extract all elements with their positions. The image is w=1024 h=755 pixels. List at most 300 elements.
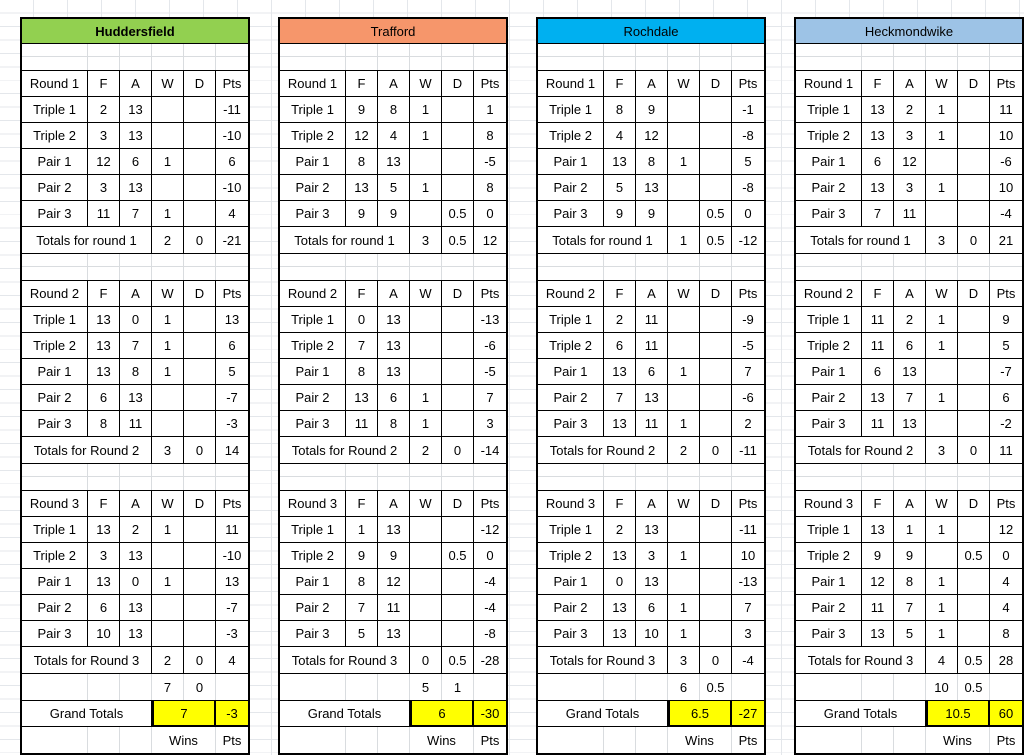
totals-label-cell[interactable]: Totals for round 1: [280, 227, 410, 254]
cell-d[interactable]: [958, 569, 990, 595]
col-header-pts[interactable]: Pts: [732, 281, 764, 307]
cell-pts[interactable]: -11: [216, 97, 248, 123]
cell-a[interactable]: 11: [378, 595, 410, 621]
cell-a[interactable]: 11: [894, 201, 926, 227]
cell-f[interactable]: 10: [88, 621, 120, 647]
cell-a[interactable]: 13: [378, 307, 410, 333]
cell-a[interactable]: 10: [636, 621, 668, 647]
cell-w[interactable]: [152, 385, 184, 411]
cell-f[interactable]: 2: [88, 97, 120, 123]
cell-f[interactable]: 5: [346, 621, 378, 647]
col-header-a[interactable]: A: [120, 281, 152, 307]
cell-label[interactable]: Triple 1: [280, 307, 346, 333]
cell-a[interactable]: 13: [120, 175, 152, 201]
cell-a[interactable]: 12: [378, 569, 410, 595]
cell-f[interactable]: 13: [88, 307, 120, 333]
col-header-w[interactable]: W: [410, 281, 442, 307]
cell-label[interactable]: Pair 2: [22, 595, 88, 621]
totals-w-cell[interactable]: 3: [410, 227, 442, 254]
cell-d[interactable]: [442, 595, 474, 621]
col-header-f[interactable]: F: [346, 281, 378, 307]
cell-d[interactable]: [184, 333, 216, 359]
cell-f[interactable]: 11: [346, 411, 378, 437]
col-header-a[interactable]: A: [894, 491, 926, 517]
totals-pts-cell[interactable]: -21: [216, 227, 248, 254]
cell-label[interactable]: Triple 2: [280, 543, 346, 569]
cell-f[interactable]: 0: [346, 307, 378, 333]
carry-wins-cell[interactable]: 5: [410, 674, 442, 700]
cell-a[interactable]: 9: [636, 201, 668, 227]
col-header-d[interactable]: D: [184, 71, 216, 97]
col-header-f[interactable]: F: [604, 281, 636, 307]
cell-pts[interactable]: 13: [216, 569, 248, 595]
cell-w[interactable]: [410, 621, 442, 647]
cell-w[interactable]: 1: [926, 569, 958, 595]
totals-label-cell[interactable]: Totals for Round 2: [280, 437, 410, 464]
cell-label[interactable]: Pair 3: [280, 411, 346, 437]
totals-w-cell[interactable]: 2: [410, 437, 442, 464]
grand-pts-cell[interactable]: -27: [732, 700, 764, 727]
cell-pts[interactable]: -3: [216, 621, 248, 647]
totals-w-cell[interactable]: 1: [668, 227, 700, 254]
cell-w[interactable]: [152, 97, 184, 123]
cell-d[interactable]: [700, 385, 732, 411]
cell-d[interactable]: [700, 359, 732, 385]
cell-pts[interactable]: 7: [732, 359, 764, 385]
totals-d-cell[interactable]: 0.5: [958, 647, 990, 674]
cell-w[interactable]: [668, 517, 700, 543]
cell-a[interactable]: 13: [378, 621, 410, 647]
cell-d[interactable]: [958, 359, 990, 385]
cell-w[interactable]: [410, 543, 442, 569]
cell-w[interactable]: 1: [926, 97, 958, 123]
totals-label-cell[interactable]: Totals for Round 3: [796, 647, 926, 674]
col-header-pts[interactable]: Pts: [990, 281, 1022, 307]
cell-w[interactable]: [926, 359, 958, 385]
col-header-w[interactable]: W: [668, 281, 700, 307]
totals-d-cell[interactable]: 0: [184, 437, 216, 464]
cell-a[interactable]: 5: [378, 175, 410, 201]
cell-pts[interactable]: -5: [474, 149, 506, 175]
cell-w[interactable]: [926, 149, 958, 175]
cell-w[interactable]: 1: [410, 97, 442, 123]
cell-label[interactable]: Pair 2: [22, 385, 88, 411]
cell-a[interactable]: 5: [894, 621, 926, 647]
col-header-a[interactable]: A: [636, 281, 668, 307]
round-title-cell[interactable]: Round 1: [22, 71, 88, 97]
cell-d[interactable]: [184, 621, 216, 647]
cell-d[interactable]: 0.5: [958, 543, 990, 569]
cell-pts[interactable]: 4: [216, 201, 248, 227]
col-header-d[interactable]: D: [700, 71, 732, 97]
cell-d[interactable]: [958, 411, 990, 437]
cell-pts[interactable]: -8: [474, 621, 506, 647]
cell-d[interactable]: [700, 595, 732, 621]
cell-pts[interactable]: 7: [732, 595, 764, 621]
col-header-w[interactable]: W: [410, 71, 442, 97]
col-header-f[interactable]: F: [604, 71, 636, 97]
cell-label[interactable]: Pair 3: [22, 201, 88, 227]
cell-f[interactable]: 8: [604, 97, 636, 123]
cell-d[interactable]: [442, 123, 474, 149]
cell-pts[interactable]: 11: [990, 97, 1022, 123]
cell-f[interactable]: 6: [604, 333, 636, 359]
cell-a[interactable]: 12: [636, 123, 668, 149]
cell-w[interactable]: 1: [410, 175, 442, 201]
cell-w[interactable]: [668, 97, 700, 123]
cell-d[interactable]: [700, 123, 732, 149]
cell-f[interactable]: 12: [88, 149, 120, 175]
cell-pts[interactable]: -3: [216, 411, 248, 437]
cell-f[interactable]: 11: [862, 307, 894, 333]
cell-w[interactable]: 1: [926, 385, 958, 411]
cell-pts[interactable]: 10: [732, 543, 764, 569]
cell-d[interactable]: [184, 123, 216, 149]
cell-w[interactable]: [152, 123, 184, 149]
totals-pts-cell[interactable]: 12: [474, 227, 506, 254]
cell-label[interactable]: Triple 1: [538, 307, 604, 333]
cell-d[interactable]: [958, 123, 990, 149]
cell-w[interactable]: 1: [152, 517, 184, 543]
col-header-w[interactable]: W: [410, 491, 442, 517]
col-header-f[interactable]: F: [346, 491, 378, 517]
totals-w-cell[interactable]: 0: [410, 647, 442, 674]
grand-wins-cell[interactable]: 10.5: [926, 700, 990, 727]
cell-f[interactable]: 11: [862, 595, 894, 621]
cell-label[interactable]: Pair 3: [538, 621, 604, 647]
cell-pts[interactable]: -8: [732, 175, 764, 201]
cell-d[interactable]: [442, 385, 474, 411]
cell-label[interactable]: Pair 1: [796, 149, 862, 175]
cell-f[interactable]: 13: [604, 359, 636, 385]
cell-f[interactable]: 9: [862, 543, 894, 569]
col-header-d[interactable]: D: [442, 71, 474, 97]
cell-w[interactable]: [668, 385, 700, 411]
cell-a[interactable]: 8: [120, 359, 152, 385]
cell-a[interactable]: 13: [636, 517, 668, 543]
cell-pts[interactable]: -4: [474, 569, 506, 595]
cell-a[interactable]: 13: [636, 385, 668, 411]
cell-f[interactable]: 8: [346, 569, 378, 595]
cell-a[interactable]: 13: [120, 123, 152, 149]
cell-pts[interactable]: -11: [732, 517, 764, 543]
round-title-cell[interactable]: Round 1: [538, 71, 604, 97]
cell-pts[interactable]: -12: [474, 517, 506, 543]
cell-a[interactable]: 1: [894, 517, 926, 543]
cell-pts[interactable]: 6: [216, 149, 248, 175]
cell-d[interactable]: [442, 517, 474, 543]
col-header-d[interactable]: D: [442, 281, 474, 307]
col-header-d[interactable]: D: [442, 491, 474, 517]
totals-d-cell[interactable]: 0: [184, 227, 216, 254]
cell-d[interactable]: 0.5: [700, 201, 732, 227]
totals-d-cell[interactable]: 0: [958, 227, 990, 254]
cell-f[interactable]: 13: [346, 175, 378, 201]
totals-pts-cell[interactable]: 4: [216, 647, 248, 674]
cell-w[interactable]: 1: [668, 149, 700, 175]
totals-pts-cell[interactable]: -14: [474, 437, 506, 464]
col-header-pts[interactable]: Pts: [216, 71, 248, 97]
round-title-cell[interactable]: Round 2: [22, 281, 88, 307]
cell-a[interactable]: 6: [636, 359, 668, 385]
cell-a[interactable]: 9: [894, 543, 926, 569]
team-header-cell[interactable]: [796, 19, 1022, 44]
cell-label[interactable]: Pair 1: [22, 149, 88, 175]
col-header-w[interactable]: W: [926, 281, 958, 307]
cell-label[interactable]: Pair 1: [22, 569, 88, 595]
grand-pts-cell[interactable]: 60: [990, 700, 1022, 727]
team-header-cell[interactable]: [538, 19, 764, 44]
cell-w[interactable]: 1: [668, 595, 700, 621]
cell-pts[interactable]: -8: [732, 123, 764, 149]
col-header-w[interactable]: W: [926, 71, 958, 97]
cell-w[interactable]: 1: [152, 307, 184, 333]
cell-a[interactable]: 13: [636, 175, 668, 201]
cell-a[interactable]: 9: [378, 201, 410, 227]
cell-a[interactable]: 11: [636, 411, 668, 437]
cell-a[interactable]: 12: [894, 149, 926, 175]
col-header-a[interactable]: A: [378, 71, 410, 97]
cell-d[interactable]: [442, 621, 474, 647]
cell-w[interactable]: 1: [410, 411, 442, 437]
cell-f[interactable]: 2: [604, 517, 636, 543]
cell-pts[interactable]: 0: [732, 201, 764, 227]
cell-w[interactable]: 1: [668, 411, 700, 437]
cell-pts[interactable]: -5: [474, 359, 506, 385]
cell-a[interactable]: 13: [378, 149, 410, 175]
totals-pts-cell[interactable]: 14: [216, 437, 248, 464]
cell-pts[interactable]: 4: [990, 569, 1022, 595]
cell-w[interactable]: [668, 175, 700, 201]
cell-label[interactable]: Pair 2: [22, 175, 88, 201]
cell-label[interactable]: Triple 1: [796, 307, 862, 333]
cell-label[interactable]: Pair 3: [280, 201, 346, 227]
cell-d[interactable]: [700, 175, 732, 201]
cell-f[interactable]: 11: [862, 411, 894, 437]
cell-pts[interactable]: 10: [990, 123, 1022, 149]
cell-w[interactable]: [152, 411, 184, 437]
round-title-cell[interactable]: Round 3: [280, 491, 346, 517]
cell-d[interactable]: [958, 333, 990, 359]
cell-f[interactable]: 9: [604, 201, 636, 227]
col-header-f[interactable]: F: [88, 281, 120, 307]
cell-pts[interactable]: 8: [474, 123, 506, 149]
col-header-a[interactable]: A: [636, 491, 668, 517]
cell-d[interactable]: [700, 307, 732, 333]
totals-pts-cell[interactable]: -4: [732, 647, 764, 674]
col-header-pts[interactable]: Pts: [216, 491, 248, 517]
col-header-d[interactable]: D: [184, 491, 216, 517]
cell-label[interactable]: Triple 2: [280, 333, 346, 359]
cell-label[interactable]: Triple 2: [796, 543, 862, 569]
cell-label[interactable]: Triple 1: [280, 517, 346, 543]
cell-d[interactable]: [958, 307, 990, 333]
cell-f[interactable]: 8: [88, 411, 120, 437]
cell-label[interactable]: Pair 1: [538, 149, 604, 175]
col-header-pts[interactable]: Pts: [474, 491, 506, 517]
team-header-cell[interactable]: [22, 19, 248, 44]
cell-f[interactable]: 1: [346, 517, 378, 543]
cell-pts[interactable]: -13: [474, 307, 506, 333]
totals-w-cell[interactable]: 3: [926, 437, 958, 464]
cell-a[interactable]: 8: [378, 411, 410, 437]
cell-f[interactable]: 13: [346, 385, 378, 411]
cell-pts[interactable]: -4: [990, 201, 1022, 227]
cell-pts[interactable]: 0: [474, 543, 506, 569]
col-header-w[interactable]: W: [668, 491, 700, 517]
cell-label[interactable]: Triple 1: [796, 517, 862, 543]
grand-totals-label[interactable]: Grand Totals: [280, 700, 410, 727]
cell-w[interactable]: [668, 307, 700, 333]
cell-f[interactable]: 13: [604, 595, 636, 621]
grand-pts-cell[interactable]: -30: [474, 700, 506, 727]
cell-pts[interactable]: 5: [732, 149, 764, 175]
cell-w[interactable]: 1: [152, 333, 184, 359]
carry-draws-cell[interactable]: 1: [442, 674, 474, 700]
cell-w[interactable]: [410, 201, 442, 227]
cell-d[interactable]: [442, 411, 474, 437]
cell-a[interactable]: 8: [378, 97, 410, 123]
cell-d[interactable]: [184, 175, 216, 201]
cell-w[interactable]: 1: [410, 123, 442, 149]
cell-f[interactable]: 12: [346, 123, 378, 149]
round-title-cell[interactable]: Round 1: [280, 71, 346, 97]
cell-label[interactable]: Pair 2: [796, 175, 862, 201]
cell-f[interactable]: 3: [88, 543, 120, 569]
cell-w[interactable]: [926, 411, 958, 437]
cell-d[interactable]: [700, 411, 732, 437]
carry-draws-cell[interactable]: 0.5: [700, 674, 732, 700]
cell-f[interactable]: 11: [862, 333, 894, 359]
cell-f[interactable]: 12: [862, 569, 894, 595]
round-title-cell[interactable]: Round 3: [22, 491, 88, 517]
cell-pts[interactable]: -2: [990, 411, 1022, 437]
totals-w-cell[interactable]: 4: [926, 647, 958, 674]
col-header-a[interactable]: A: [894, 281, 926, 307]
cell-label[interactable]: Triple 2: [538, 333, 604, 359]
cell-a[interactable]: 6: [120, 149, 152, 175]
totals-d-cell[interactable]: 0: [184, 647, 216, 674]
cell-w[interactable]: [152, 621, 184, 647]
totals-label-cell[interactable]: Totals for Round 2: [796, 437, 926, 464]
cell-a[interactable]: 3: [894, 175, 926, 201]
cell-label[interactable]: Pair 2: [280, 595, 346, 621]
cell-a[interactable]: 8: [636, 149, 668, 175]
col-header-f[interactable]: F: [604, 491, 636, 517]
cell-pts[interactable]: 11: [216, 517, 248, 543]
cell-d[interactable]: [958, 385, 990, 411]
team-header-cell[interactable]: [280, 19, 506, 44]
cell-d[interactable]: [958, 201, 990, 227]
col-header-d[interactable]: D: [184, 281, 216, 307]
cell-a[interactable]: 11: [636, 333, 668, 359]
cell-pts[interactable]: -7: [216, 385, 248, 411]
cell-label[interactable]: Pair 1: [280, 359, 346, 385]
col-header-f[interactable]: F: [862, 71, 894, 97]
cell-d[interactable]: [958, 149, 990, 175]
cell-w[interactable]: 1: [668, 543, 700, 569]
cell-w[interactable]: 1: [926, 333, 958, 359]
cell-pts[interactable]: 5: [990, 333, 1022, 359]
cell-w[interactable]: [668, 569, 700, 595]
cell-a[interactable]: 3: [894, 123, 926, 149]
cell-w[interactable]: 1: [410, 385, 442, 411]
cell-a[interactable]: 13: [120, 595, 152, 621]
col-header-w[interactable]: W: [668, 71, 700, 97]
cell-label[interactable]: Triple 1: [538, 517, 604, 543]
cell-f[interactable]: 13: [862, 123, 894, 149]
totals-d-cell[interactable]: 0.5: [700, 227, 732, 254]
cell-label[interactable]: Triple 2: [796, 123, 862, 149]
cell-f[interactable]: 13: [88, 359, 120, 385]
cell-a[interactable]: 13: [894, 411, 926, 437]
cell-pts[interactable]: -4: [474, 595, 506, 621]
cell-pts[interactable]: -6: [474, 333, 506, 359]
cell-pts[interactable]: -5: [732, 333, 764, 359]
totals-label-cell[interactable]: Totals for Round 2: [538, 437, 668, 464]
round-title-cell[interactable]: Round 2: [538, 281, 604, 307]
cell-label[interactable]: Pair 1: [280, 149, 346, 175]
grand-totals-label[interactable]: Grand Totals: [538, 700, 668, 727]
col-header-a[interactable]: A: [120, 491, 152, 517]
cell-pts[interactable]: -9: [732, 307, 764, 333]
totals-label-cell[interactable]: Totals for round 1: [538, 227, 668, 254]
cell-w[interactable]: [410, 569, 442, 595]
totals-label-cell[interactable]: Totals for round 1: [796, 227, 926, 254]
cell-f[interactable]: 3: [88, 123, 120, 149]
cell-pts[interactable]: 5: [216, 359, 248, 385]
cell-d[interactable]: [184, 385, 216, 411]
col-header-pts[interactable]: Pts: [990, 491, 1022, 517]
cell-a[interactable]: 7: [120, 201, 152, 227]
cell-w[interactable]: 1: [926, 123, 958, 149]
grand-totals-label[interactable]: Grand Totals: [22, 700, 152, 727]
cell-f[interactable]: 13: [604, 149, 636, 175]
cell-f[interactable]: 13: [862, 621, 894, 647]
col-header-pts[interactable]: Pts: [474, 71, 506, 97]
cell-d[interactable]: [958, 517, 990, 543]
cell-f[interactable]: 7: [862, 201, 894, 227]
cell-a[interactable]: 2: [120, 517, 152, 543]
carry-wins-cell[interactable]: 10: [926, 674, 958, 700]
cell-label[interactable]: Pair 3: [22, 411, 88, 437]
cell-a[interactable]: 0: [120, 569, 152, 595]
totals-w-cell[interactable]: 3: [926, 227, 958, 254]
grand-wins-cell[interactable]: 6: [410, 700, 474, 727]
col-header-d[interactable]: D: [700, 491, 732, 517]
cell-a[interactable]: 13: [636, 569, 668, 595]
cell-f[interactable]: 9: [346, 543, 378, 569]
carry-wins-cell[interactable]: 7: [152, 674, 184, 700]
cell-a[interactable]: 11: [636, 307, 668, 333]
cell-w[interactable]: [410, 149, 442, 175]
cell-label[interactable]: Pair 3: [796, 201, 862, 227]
cell-d[interactable]: [184, 543, 216, 569]
cell-label[interactable]: Pair 2: [538, 595, 604, 621]
cell-a[interactable]: 13: [120, 385, 152, 411]
cell-pts[interactable]: 9: [990, 307, 1022, 333]
col-header-f[interactable]: F: [88, 491, 120, 517]
cell-w[interactable]: 1: [152, 201, 184, 227]
cell-d[interactable]: [958, 621, 990, 647]
totals-label-cell[interactable]: Totals for Round 3: [22, 647, 152, 674]
cell-d[interactable]: [184, 569, 216, 595]
cell-w[interactable]: [668, 123, 700, 149]
grand-wins-cell[interactable]: 6.5: [668, 700, 732, 727]
totals-pts-cell[interactable]: -28: [474, 647, 506, 674]
cell-d[interactable]: [184, 595, 216, 621]
cell-label[interactable]: Triple 2: [796, 333, 862, 359]
